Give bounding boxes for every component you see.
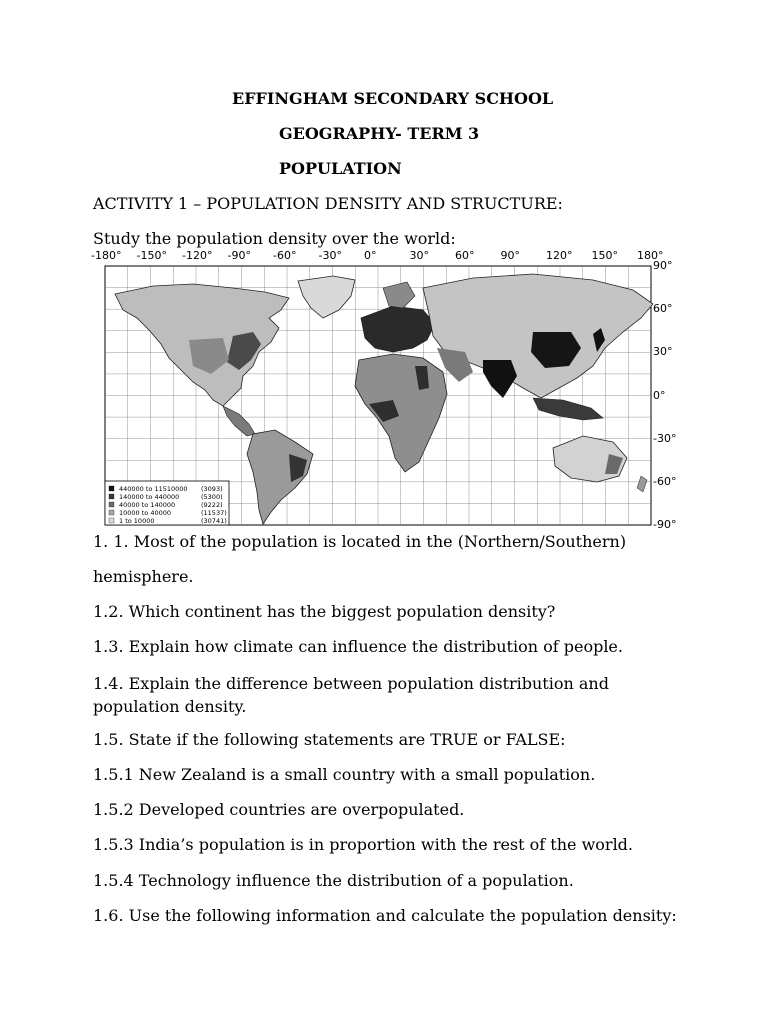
longitude-label: 0° <box>364 249 377 262</box>
longitude-label: -30° <box>318 249 342 262</box>
question-1-3: 1.3. Explain how climate can influence the distribution of people. <box>93 637 623 656</box>
latitude-label: -30° <box>653 431 677 445</box>
question-1-6: 1.6. Use the following information and calculate the population density: <box>93 906 677 925</box>
longitude-label: -90° <box>227 249 251 262</box>
activity-heading: ACTIVITY 1 – POPULATION DENSITY AND STRUCTURE: <box>93 194 563 213</box>
latitude-label: 30° <box>653 345 673 359</box>
map-figure <box>93 248 678 533</box>
latitude-label: -60° <box>653 474 677 488</box>
longitude-label: -60° <box>273 249 297 262</box>
latitude-label: 60° <box>653 302 673 316</box>
activity-intro: Study the population density over the world: <box>93 229 456 248</box>
legend-range: 10000 to 40000 <box>119 509 172 517</box>
legend-swatch <box>109 494 114 499</box>
question-1-5: 1.5. State if the following statements are TRUE or FALSE: <box>93 730 566 749</box>
legend-range: 140000 to 440000 <box>119 493 180 501</box>
legend-count: (30741) <box>201 517 227 525</box>
legend-range: 440000 to 11510000 <box>119 485 188 493</box>
longitude-label: 120° <box>546 249 573 262</box>
longitude-label: 150° <box>591 249 618 262</box>
longitude-label: -180° <box>91 249 122 262</box>
legend-swatch <box>109 502 114 507</box>
question-1-1b: hemisphere. <box>93 567 194 586</box>
subject-title: GEOGRAPHY- TERM 3 <box>279 124 480 143</box>
legend-count: (9222) <box>201 501 223 509</box>
question-1-5-4: 1.5.4 Technology influence the distribution of a population. <box>93 871 574 890</box>
question-1-2: 1.2. Which continent has the biggest population density? <box>93 602 556 621</box>
legend-count: (5300) <box>201 493 223 501</box>
legend-range: 1 to 10000 <box>119 517 155 525</box>
latitude-label: 0° <box>653 388 666 402</box>
legend-swatch <box>109 518 114 523</box>
question-1-4: 1.4. Explain the difference between population distribution and population density. <box>93 674 609 716</box>
longitude-label: -120° <box>182 249 213 262</box>
topic-title: POPULATION <box>279 159 402 178</box>
longitude-label: 60° <box>455 249 475 262</box>
question-1-5-2: 1.5.2 Developed countries are overpopulated. <box>93 800 465 819</box>
legend-count: (3093) <box>201 485 223 493</box>
world-population-density-map <box>93 248 678 533</box>
latitude-label: 90° <box>653 259 673 272</box>
longitude-label: 180° <box>637 249 664 262</box>
question-1-5-3: 1.5.3 India’s population is in proportion with the rest of the world. <box>93 835 634 854</box>
question-1-5-1: 1.5.1 New Zealand is a small country with a small population. <box>93 765 596 784</box>
legend-swatch <box>109 510 114 515</box>
longitude-label: 90° <box>500 249 520 262</box>
longitude-label: -150° <box>136 249 167 262</box>
school-title: EFFINGHAM SECONDARY SCHOOL <box>232 89 554 108</box>
longitude-label: 30° <box>409 249 429 262</box>
latitude-label: -90° <box>653 518 677 531</box>
map-legend <box>105 481 229 525</box>
legend-count: (11537) <box>201 509 227 517</box>
question-1-1a: 1. 1. Most of the population is located in the (Northern/Southern) <box>93 532 627 551</box>
legend-swatch <box>109 486 114 491</box>
legend-range: 40000 to 140000 <box>119 501 176 509</box>
